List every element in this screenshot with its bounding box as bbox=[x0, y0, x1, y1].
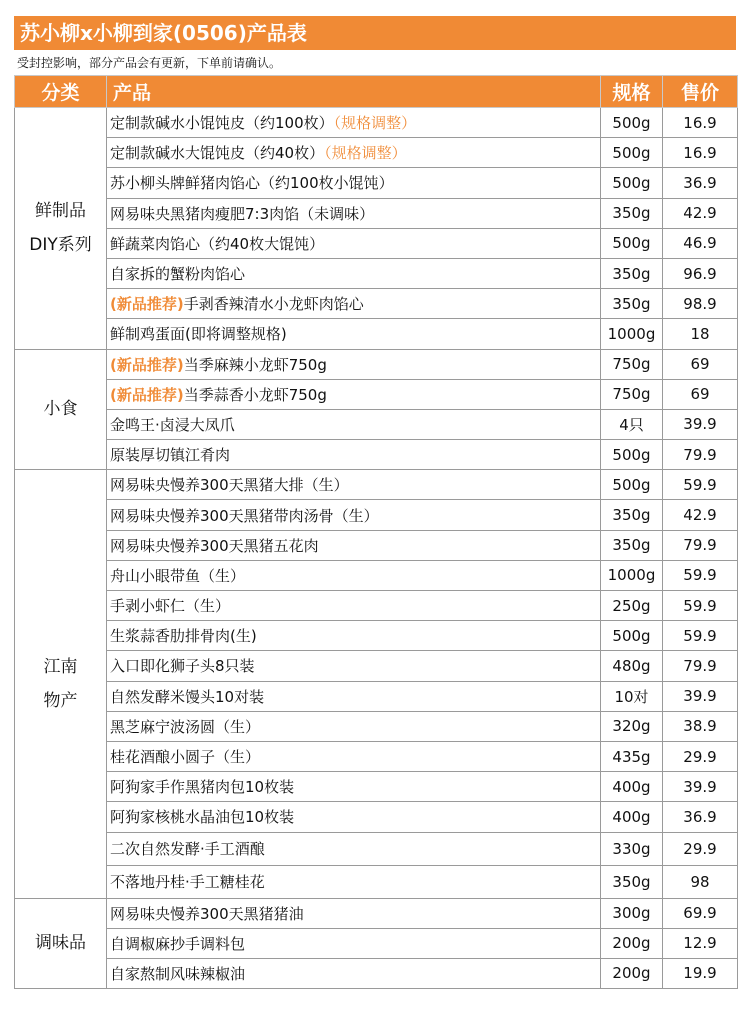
table-row bbox=[15, 591, 738, 621]
product-cell bbox=[107, 621, 601, 651]
price-cell: 36.9 bbox=[663, 168, 738, 198]
spec-cell: 500g bbox=[601, 621, 663, 651]
spec-cell: 350g bbox=[601, 289, 663, 319]
table-row bbox=[15, 198, 738, 228]
product-cell bbox=[107, 289, 601, 319]
product-cell bbox=[107, 409, 601, 439]
table-row bbox=[15, 379, 738, 409]
price-cell: 79.9 bbox=[663, 530, 738, 560]
table-row bbox=[15, 500, 738, 530]
product-cell bbox=[107, 470, 601, 500]
product-name: 当季蒜香小龙虾750g bbox=[183, 385, 327, 404]
product-name: 网易味央慢养300天黑猪五花肉 bbox=[110, 536, 319, 555]
spec-cell: 350g bbox=[601, 500, 663, 530]
table-row bbox=[15, 958, 738, 988]
table-row bbox=[15, 470, 738, 500]
price-cell: 18 bbox=[663, 319, 738, 349]
price-cell: 29.9 bbox=[663, 741, 738, 771]
product-name: 金鸣王·卤浸大凤爪 bbox=[110, 415, 235, 434]
product-name: 自家熬制风味辣椒油 bbox=[110, 964, 246, 983]
product-cell bbox=[107, 741, 601, 771]
price-cell: 12.9 bbox=[663, 928, 738, 958]
product-cell bbox=[107, 349, 601, 379]
product-cell bbox=[107, 560, 601, 590]
table-row bbox=[15, 772, 738, 802]
new-product-tag: (新品推荐) bbox=[110, 385, 184, 404]
page-title: 苏小柳x小柳到家(0506)产品表 bbox=[14, 16, 736, 50]
product-cell bbox=[107, 898, 601, 928]
product-cell bbox=[107, 832, 601, 865]
product-name: 手剥香辣清水小龙虾肉馅心 bbox=[183, 295, 364, 314]
price-cell: 79.9 bbox=[663, 651, 738, 681]
category-label: 调味品 bbox=[35, 933, 86, 954]
product-name: 入口即化狮子头8只装 bbox=[110, 657, 255, 676]
price-cell: 69 bbox=[663, 349, 738, 379]
spec-cell: 500g bbox=[601, 228, 663, 258]
product-name: 自调椒麻抄手调料包 bbox=[110, 934, 246, 953]
spec-cell: 350g bbox=[601, 530, 663, 560]
product-cell bbox=[107, 591, 601, 621]
product-name: 原装厚切镇江肴肉 bbox=[110, 446, 231, 465]
product-name: 网易味央慢养300天黑猪猪油 bbox=[110, 904, 304, 923]
spec-cell: 500g bbox=[601, 470, 663, 500]
product-cell bbox=[107, 108, 601, 138]
table-row bbox=[15, 138, 738, 168]
product-name: 苏小柳头牌鲜猪肉馅心（约100枚小馄饨） bbox=[110, 174, 394, 193]
product-cell bbox=[107, 711, 601, 741]
spec-cell: 350g bbox=[601, 865, 663, 898]
product-name: 不落地丹桂·手工糖桂花 bbox=[110, 873, 265, 891]
table-header-row bbox=[15, 76, 738, 108]
category-cell bbox=[15, 349, 107, 470]
table-row bbox=[15, 865, 738, 898]
table-row bbox=[15, 681, 738, 711]
spec-cell: 10对 bbox=[601, 681, 663, 711]
table-row bbox=[15, 228, 738, 258]
price-cell: 42.9 bbox=[663, 198, 738, 228]
table-row bbox=[15, 651, 738, 681]
spec-cell: 400g bbox=[601, 772, 663, 802]
spec-cell: 350g bbox=[601, 198, 663, 228]
table-row bbox=[15, 621, 738, 651]
price-cell: 19.9 bbox=[663, 958, 738, 988]
table-row bbox=[15, 349, 738, 379]
product-name: 桂花酒酿小圆子（生） bbox=[110, 748, 261, 767]
product-name: 自然发酵米馒头10对装 bbox=[110, 687, 265, 706]
spec-cell: 200g bbox=[601, 928, 663, 958]
header-spec: 规格 bbox=[601, 76, 663, 108]
spec-cell: 4只 bbox=[601, 409, 663, 439]
product-name: 网易味央黑猪肉瘦肥7:3肉馅（未调味） bbox=[110, 204, 375, 223]
price-cell: 29.9 bbox=[663, 832, 738, 865]
header-price: 售价 bbox=[663, 76, 738, 108]
product-cell bbox=[107, 928, 601, 958]
table-row bbox=[15, 440, 738, 470]
category-label: 物产 bbox=[43, 690, 78, 711]
category-label: 小食 bbox=[43, 399, 78, 420]
table-row bbox=[15, 560, 738, 590]
category-label: 鲜制品 bbox=[35, 201, 86, 222]
price-cell: 69 bbox=[663, 379, 738, 409]
spec-change-note: （规格调整） bbox=[333, 114, 417, 133]
spec-cell: 500g bbox=[601, 138, 663, 168]
header-category: 分类 bbox=[15, 76, 107, 108]
price-cell: 59.9 bbox=[663, 470, 738, 500]
product-name: 定制款碱水大馄饨皮（约40枚） bbox=[110, 144, 325, 163]
table-row bbox=[15, 711, 738, 741]
spec-cell: 400g bbox=[601, 802, 663, 832]
category-label: 江南 bbox=[43, 656, 78, 677]
table-row bbox=[15, 108, 738, 138]
product-name: 手剥小虾仁（生） bbox=[110, 597, 231, 616]
product-name: 舟山小眼带鱼（生） bbox=[110, 566, 246, 585]
table-row bbox=[15, 802, 738, 832]
product-cell bbox=[107, 772, 601, 802]
product-name: 自家拆的蟹粉肉馅心 bbox=[110, 265, 246, 284]
table-row bbox=[15, 928, 738, 958]
new-product-tag: (新品推荐) bbox=[110, 355, 184, 374]
product-table bbox=[14, 75, 738, 989]
table-row bbox=[15, 409, 738, 439]
table-row bbox=[15, 741, 738, 771]
product-cell bbox=[107, 198, 601, 228]
table-row bbox=[15, 168, 738, 198]
product-name: 黑芝麻宁波汤圆（生） bbox=[110, 717, 261, 736]
table-row bbox=[15, 258, 738, 288]
product-name: 鲜蔬菜肉馅心（约40枚大馄饨） bbox=[110, 234, 325, 253]
product-cell bbox=[107, 802, 601, 832]
spec-cell: 435g bbox=[601, 741, 663, 771]
spec-cell: 300g bbox=[601, 898, 663, 928]
product-name: 阿狗家核桃水晶油包10枚装 bbox=[110, 808, 295, 827]
table-row bbox=[15, 289, 738, 319]
spec-cell: 330g bbox=[601, 832, 663, 865]
spec-cell: 320g bbox=[601, 711, 663, 741]
product-name: 定制款碱水小馄饨皮（约100枚） bbox=[110, 114, 334, 133]
price-cell: 69.9 bbox=[663, 898, 738, 928]
spec-cell: 350g bbox=[601, 258, 663, 288]
category-cell bbox=[15, 108, 107, 350]
product-name: 鲜制鸡蛋面(即将调整规格) bbox=[110, 325, 287, 344]
price-cell: 79.9 bbox=[663, 440, 738, 470]
table-body bbox=[15, 108, 738, 989]
product-name: 阿狗家手作黑猪肉包10枚装 bbox=[110, 778, 295, 797]
product-name: 生浆蒜香肋排骨肉(生) bbox=[110, 627, 257, 646]
spec-cell: 250g bbox=[601, 591, 663, 621]
price-cell: 96.9 bbox=[663, 258, 738, 288]
price-cell: 38.9 bbox=[663, 711, 738, 741]
new-product-tag: (新品推荐) bbox=[110, 295, 184, 314]
spec-cell: 750g bbox=[601, 379, 663, 409]
price-cell: 39.9 bbox=[663, 772, 738, 802]
product-cell bbox=[107, 168, 601, 198]
product-name: 网易味央慢养300天黑猪带肉汤骨（生） bbox=[110, 506, 379, 525]
price-cell: 98 bbox=[663, 865, 738, 898]
product-cell bbox=[107, 319, 601, 349]
product-cell bbox=[107, 228, 601, 258]
product-cell bbox=[107, 258, 601, 288]
table-row bbox=[15, 319, 738, 349]
price-cell: 36.9 bbox=[663, 802, 738, 832]
product-cell bbox=[107, 530, 601, 560]
table-row bbox=[15, 530, 738, 560]
product-cell bbox=[107, 958, 601, 988]
product-cell bbox=[107, 500, 601, 530]
product-name: 网易味央慢养300天黑猪大排（生） bbox=[110, 476, 349, 495]
table-row bbox=[15, 832, 738, 865]
product-cell bbox=[107, 865, 601, 898]
header-product: 产品 bbox=[107, 76, 601, 108]
price-cell: 39.9 bbox=[663, 681, 738, 711]
category-cell bbox=[15, 898, 107, 989]
spec-cell: 500g bbox=[601, 108, 663, 138]
price-cell: 98.9 bbox=[663, 289, 738, 319]
price-cell: 39.9 bbox=[663, 409, 738, 439]
product-cell bbox=[107, 651, 601, 681]
price-cell: 59.9 bbox=[663, 621, 738, 651]
spec-cell: 1000g bbox=[601, 319, 663, 349]
spec-change-note: （规格调整） bbox=[324, 144, 407, 163]
price-cell: 16.9 bbox=[663, 138, 738, 168]
product-name: 当季麻辣小龙虾750g bbox=[183, 355, 327, 374]
update-notice: 受封控影响，部分产品会有更新，下单前请确认。 bbox=[17, 56, 282, 70]
spec-cell: 1000g bbox=[601, 560, 663, 590]
spec-cell: 200g bbox=[601, 958, 663, 988]
price-cell: 42.9 bbox=[663, 500, 738, 530]
product-cell bbox=[107, 138, 601, 168]
category-cell bbox=[15, 470, 107, 898]
price-cell: 59.9 bbox=[663, 591, 738, 621]
spec-cell: 480g bbox=[601, 651, 663, 681]
product-cell bbox=[107, 681, 601, 711]
product-name: 二次自然发酵·手工酒酿 bbox=[110, 840, 265, 858]
product-cell bbox=[107, 440, 601, 470]
spec-cell: 500g bbox=[601, 440, 663, 470]
spec-cell: 500g bbox=[601, 168, 663, 198]
price-cell: 46.9 bbox=[663, 228, 738, 258]
table-row bbox=[15, 898, 738, 928]
spec-cell: 750g bbox=[601, 349, 663, 379]
price-cell: 59.9 bbox=[663, 560, 738, 590]
product-cell bbox=[107, 379, 601, 409]
category-label: DIY系列 bbox=[29, 235, 92, 256]
price-cell: 16.9 bbox=[663, 108, 738, 138]
